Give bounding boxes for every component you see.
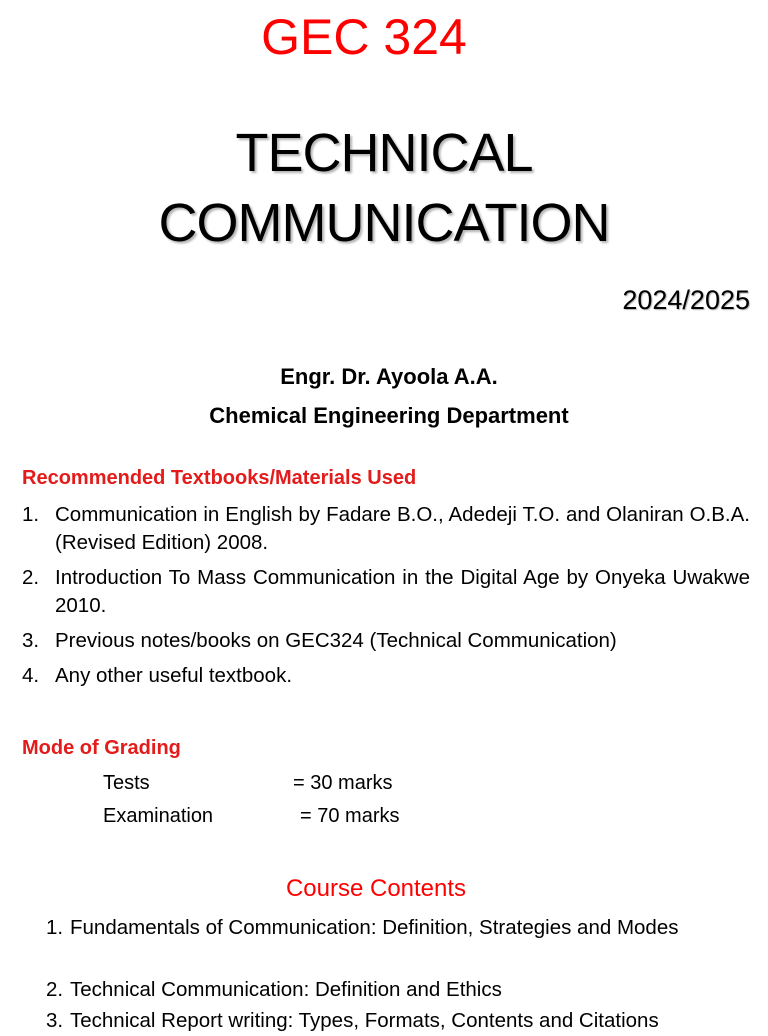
list-item-text: Fundamentals of Communication: Definition, Strategies and Modes	[70, 916, 679, 939]
academic-session: 2024/2025	[622, 285, 750, 315]
list-item-text: Any other useful textbook.	[55, 664, 293, 687]
department-name: Chemical Engineering Department	[209, 403, 569, 428]
list-item	[22, 564, 750, 620]
grading-value: = 30 marks	[293, 772, 393, 794]
list-item-text: Technical Communication: Definition and Ethics	[70, 978, 502, 1001]
course-contents-heading: Course Contents	[285, 875, 467, 902]
list-item-number: 2.	[22, 566, 40, 589]
list-item-number: 3.	[22, 629, 40, 652]
list-item	[46, 974, 726, 1005]
list-item	[22, 662, 750, 690]
course-title-line-2: COMMUNICATION	[158, 193, 610, 253]
list-item-number: 1.	[46, 916, 64, 939]
grading-value: = 70 marks	[300, 805, 400, 827]
list-item-number: 4.	[22, 664, 40, 687]
list-item-number: 1.	[22, 503, 40, 526]
list-item-number: 3.	[46, 1009, 64, 1032]
lecturer-name: Engr. Dr. Ayoola A.A.	[280, 364, 498, 389]
textbooks-heading: Recommended Textbooks/Materials Used	[22, 467, 417, 489]
list-item-number: 2.	[46, 978, 64, 1001]
list-item-text: Technical Report writing: Types, Formats, Contents and Citations	[70, 1009, 659, 1032]
list-item	[22, 627, 750, 655]
grading-label: Tests	[103, 772, 150, 794]
list-item	[22, 501, 750, 557]
grading-label: Examination	[103, 805, 214, 827]
course-code: GEC 324	[261, 9, 467, 65]
course-title-line-1: TECHNICAL	[235, 123, 533, 183]
list-item	[46, 1005, 766, 1036]
grading-heading: Mode of Grading	[22, 737, 181, 759]
list-item-text: Communication in English by Fadare B.O., Adedeji T.O. and Olaniran O.B.A. (Revised Edition) 2008.	[55, 503, 750, 554]
list-item-text: Previous notes/books on GEC324 (Technical Communication)	[55, 629, 617, 652]
list-item	[46, 912, 726, 943]
list-item-text: Introduction To Mass Communication in the Digital Age by Onyeka Uwakwe 2010.	[55, 566, 750, 617]
